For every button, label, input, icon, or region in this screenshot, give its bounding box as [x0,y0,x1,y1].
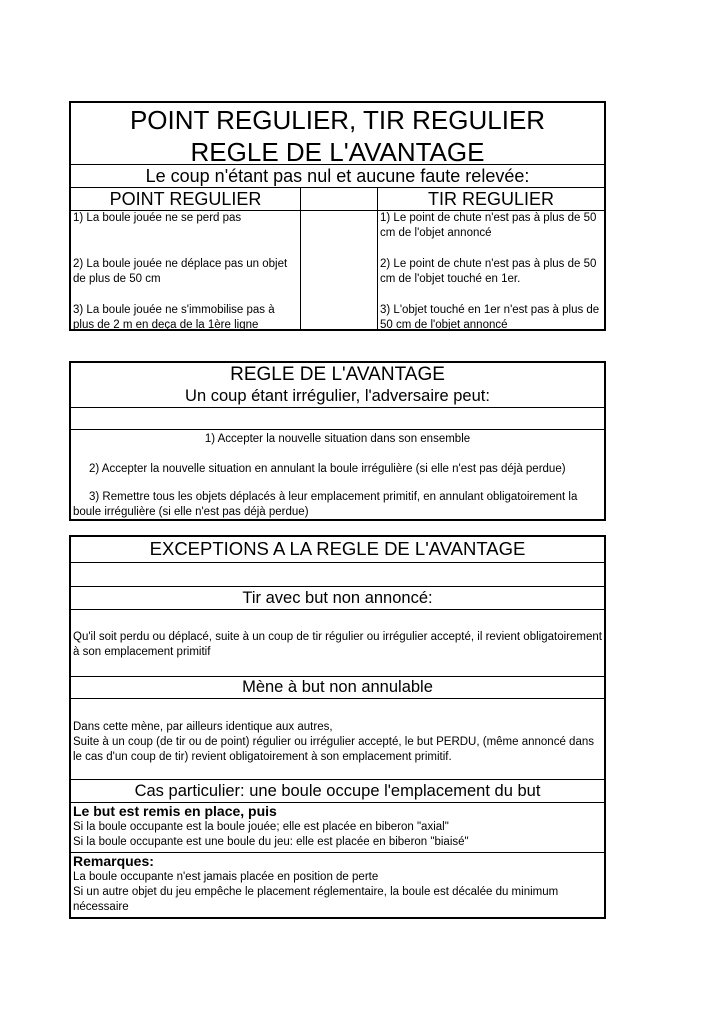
section3-line2: Si la boule occupante est une boule du jeu: elle est placée en biberon "biaisé" [73,836,469,848]
point-criterion-2: 2) La boule jouée ne déplace pas un objet de plus de 50 cm [73,258,288,285]
tir-regulier-header: TIR REGULIER [427,189,555,209]
advantage-option-1: 1) Accepter la nouvelle situation dans son ensemble [204,433,471,445]
empty-row [71,563,604,587]
remarks-cell [71,853,604,917]
section2-title: Mène à but non annulable [71,677,604,699]
advantage-option-3: 3) Remettre tous les objets déplacés à leur emplacement primitif, en annulant obligatoirement la boule irrégulière (si elle n'est pas déjà perdue) [73,491,578,518]
empty-row [71,408,604,430]
section3-line1: Si la boule occupante est la boule jouée; elle est placée en biberon "axial" [73,821,449,833]
section2-text [71,699,604,780]
remarks-heading: Remarques: [73,853,154,869]
section3-heading: Le but est remis en place, puis [73,803,277,819]
section2-line2: Suite à un coup (de tir ou de point) régulier ou irrégulier accepté, le but PERDU, (même annoncé dans le cas d'un coup de tir) revient obligatoirement à son emplacement primitif. [73,736,594,763]
main-title-line2: REGLE DE L'AVANTAGE [190,137,485,167]
advantage-rule-table [69,361,606,521]
advantage-options-cell [71,430,604,518]
section1-title: Tir avec but non annoncé: [71,587,604,610]
point-criteria-column [71,211,301,329]
subtitle-cell: Le coup n'étant pas nul et aucune faute relevée: [71,165,604,188]
tir-criterion-2: 2) Le point de chute n'est pas à plus de 50 cm de l'objet touché en 1er. [380,258,597,285]
advantage-title-cell [71,363,604,408]
empty-header-cell [301,188,378,210]
tir-criteria-column [378,211,604,329]
point-criterion-1: 1) La boule jouée ne se perd pas [73,212,242,224]
section2-line1: Dans cette mène, par ailleurs identique aux autres, [73,721,333,733]
criteria-rows [71,211,604,329]
section3-title: Cas particulier: une boule occupe l'emplacement du but [71,780,604,803]
title-cell [71,103,604,165]
regular-point-shot-table [69,101,606,331]
exceptions-table [69,535,606,919]
section3-text [71,803,604,853]
empty-middle-column [301,211,378,329]
advantage-subtitle: Un coup étant irrégulier, l'adversaire peut: [185,387,490,405]
point-regulier-header: POINT REGULIER [71,188,301,210]
tir-criterion-3: 3) L'objet touché en 1er n'est pas à plus de 50 cm de l'objet annoncé [380,304,600,331]
section1-text: Qu'il soit perdu ou déplacé, suite à un coup de tir régulier ou irrégulier accepté, il revient obligatoirement à son emplacement primitif [71,610,604,677]
main-title-line1: POINT REGULIER, TIR REGULIER [129,105,546,135]
exceptions-title: EXCEPTIONS A LA REGLE DE L'AVANTAGE [71,537,604,563]
remarks-line2: Si un autre objet du jeu empêche le placement réglementaire, la boule est décalée du minimum nécessaire [73,886,559,913]
remarks-line1: La boule occupante n'est jamais placée en position de perte [73,871,379,883]
advantage-option-2: 2) Accepter la nouvelle situation en annulant la boule irrégulière (si elle n'est pas déjà perdue) [89,463,566,475]
tir-criterion-1: 1) Le point de chute n'est pas à plus de 50 cm de l'objet annoncé [380,212,597,239]
column-headers [71,188,604,211]
point-criterion-3: 3) La boule jouée ne s'immobilise pas à plus de 2 m en deça de la 1ère ligne [73,304,275,331]
advantage-title: REGLE DE L'AVANTAGE [230,364,445,385]
